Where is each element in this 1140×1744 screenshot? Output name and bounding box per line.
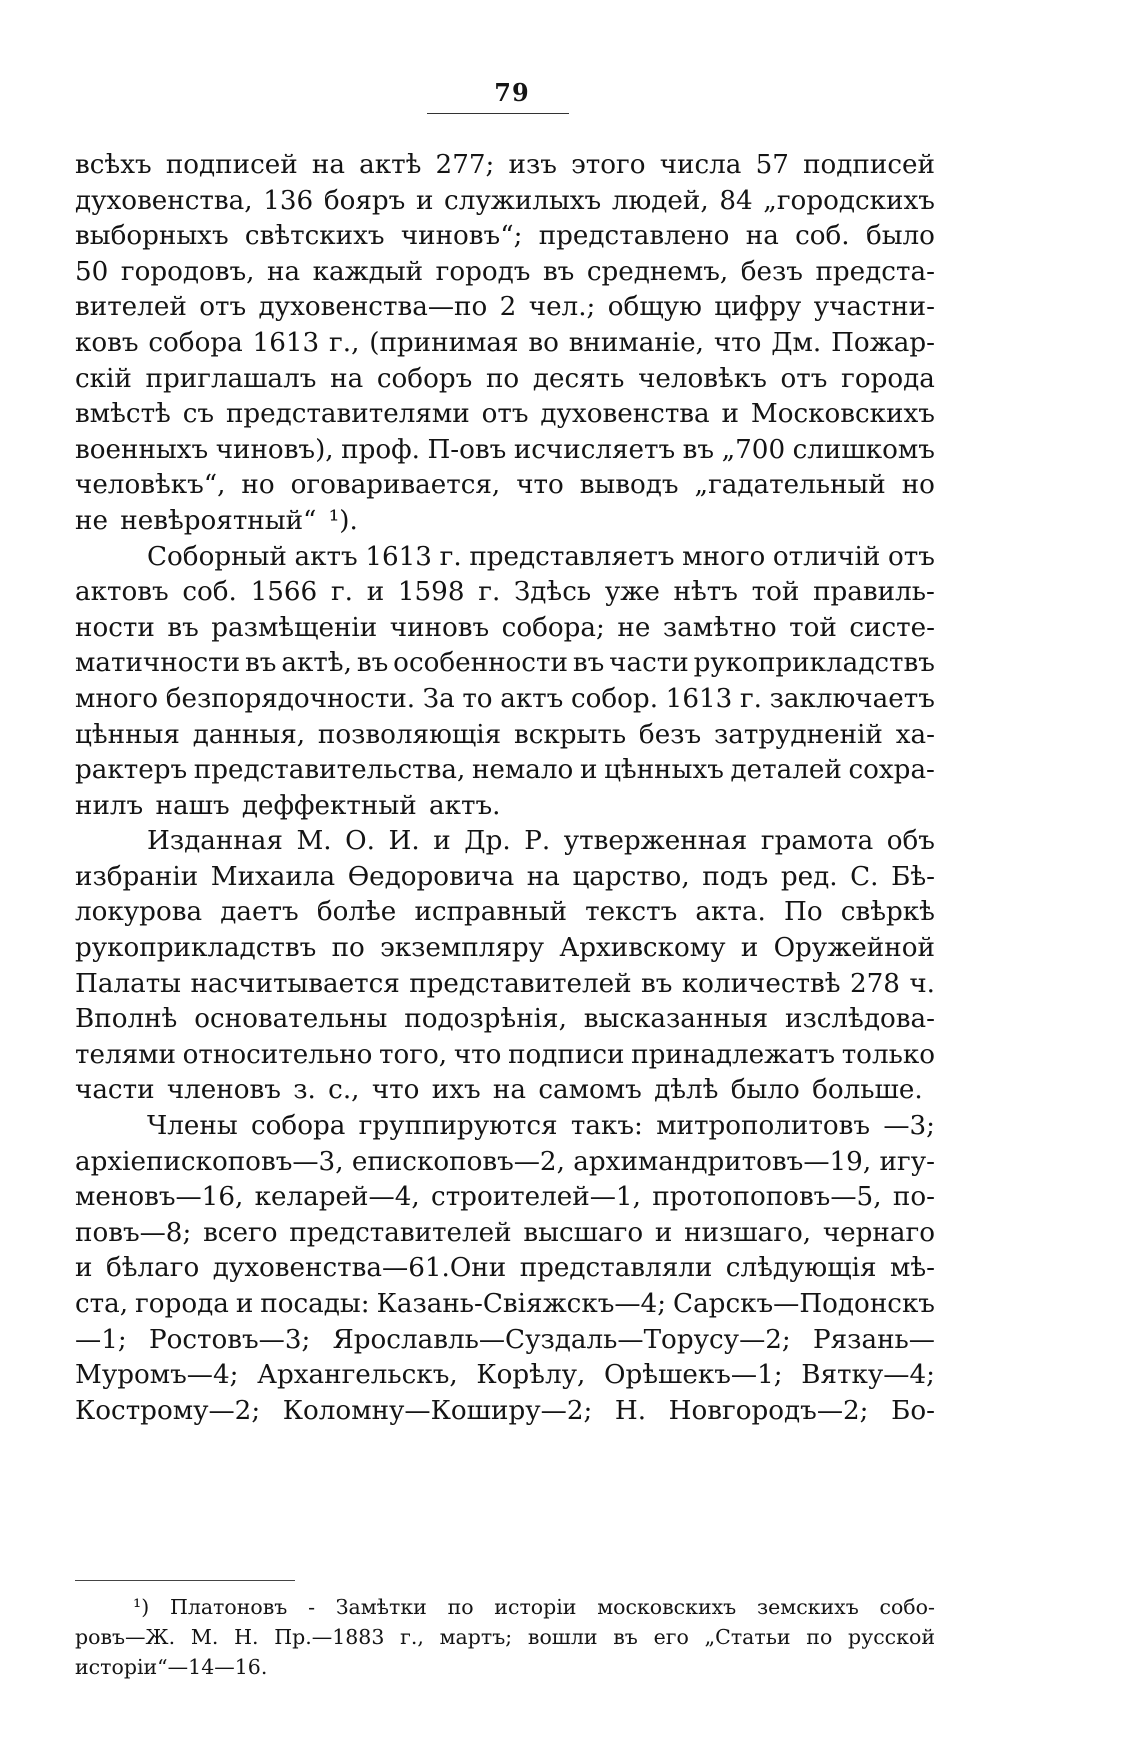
body-line: Вполнѣ основательны подозрѣнія, высказанныя изслѣдова-: [75, 1004, 935, 1035]
body-line: Муромъ—4; Архангельскъ, Корѣлу, Орѣшекъ—1; Вятку—4;: [75, 1360, 935, 1391]
body-line: цѣнныя данныя, позволяющія вскрыть безъ затрудненій ха-: [75, 719, 935, 750]
body-line: вителей отъ духовенства—по 2 чел.; общую цифру участни-: [75, 292, 935, 323]
footnote-line: исторіи“—14—16.: [75, 1655, 268, 1679]
page-number-rule: [427, 113, 569, 114]
body-line: повъ—8; всего представителей высшаго и низшаго, чернаго: [75, 1217, 935, 1248]
body-line: телями относительно того, что подписи принадлежатъ только: [75, 1039, 935, 1070]
body-line: всѣхъ подписей на актѣ 277; изъ этого числа 57 подписей: [75, 150, 935, 180]
body-line: Изданная М. О. И. и Др. Р. утверженная грамота объ: [147, 826, 935, 857]
body-line: Соборный актъ 1613 г. представляетъ много отличій отъ: [147, 541, 935, 572]
body-line: человѣкъ“, но оговаривается, что выводъ „гадательный но: [75, 470, 935, 501]
body-line: вмѣстѣ съ представителями отъ духовенства и Московскихъ: [75, 399, 935, 430]
body-line: ста, города и посады: Казань-Свіяжскъ—4; Сарскъ—Подонскъ: [75, 1289, 935, 1319]
body-line: 50 городовъ, на каждый городъ въ среднемъ, безъ предста-: [75, 256, 935, 287]
body-line: духовенства, 136 бояръ и служилыхъ людей, 84 „городскихъ: [75, 185, 935, 216]
body-line: Члены собора группируются такъ: митрополитовъ —3;: [147, 1111, 935, 1142]
body-line: рактеръ представительства, немало и цѣнныхъ деталей сохра-: [75, 755, 935, 786]
body-line: ности въ размѣщеніи чиновъ собора; не замѣтно той систе-: [75, 612, 935, 643]
body-line: военныхъ чиновъ), проф. П-овъ исчисляетъ въ „700 слишкомъ: [75, 434, 935, 465]
body-line: скій приглашалъ на соборъ по десять человѣкъ отъ города: [75, 363, 935, 394]
body-line: и бѣлаго духовенства—61.Они представляли слѣдующія мѣ-: [75, 1253, 935, 1284]
body-line: не невѣроятный“ ¹).: [75, 505, 358, 536]
body-line: Кострому—2; Коломну—Коширу—2; Н. Новгородъ—2; Бо-: [75, 1395, 935, 1426]
footnotes: [75, 1592, 935, 1682]
body-line: матичности въ актѣ, въ особенности въ части рукоприкладствъ: [75, 648, 935, 679]
footnote-line: ровъ—Ж. М. Н. Пр.—1883 г., мартъ; вошли въ его „Статьи по русской: [75, 1625, 935, 1649]
body-line: ковъ собора 1613 г., (принимая во вниманіе, что Дм. Пожар-: [75, 327, 935, 358]
body-line: локурова даетъ болѣе исправный текстъ акта. По свѣркѣ: [75, 897, 935, 928]
footnote-rule: [75, 1580, 295, 1581]
body-line: нилъ нашъ деффектный актъ.: [75, 790, 501, 821]
body-line: Палаты насчитывается представителей въ количествѣ 278 ч.: [75, 968, 935, 999]
body-line: —1; Ростовъ—3; Ярославль—Суздаль—Торусу—2; Рязань—: [75, 1324, 935, 1355]
body-line: много безпорядочности. За то актъ собор. 1613 г. заключаетъ: [75, 683, 935, 714]
body-line: части членовъ з. с., что ихъ на самомъ дѣлѣ было больше.: [75, 1075, 923, 1106]
page-number: 79: [494, 78, 530, 107]
body-line: меновъ—16, келарей—4, строителей—1, протопоповъ—5, по-: [75, 1182, 935, 1213]
footnote-line: ¹) Платоновъ - Замѣтки по исторіи московскихъ земскихъ собо-: [133, 1595, 935, 1619]
body-line: избраніи Михаила Ѳедоровича на царство, подъ ред. С. Бѣ-: [75, 861, 935, 892]
body-line: рукоприкладствъ по экземпляру Архивскому и Оружейной: [75, 933, 935, 964]
body-line: выборныхъ свѣтскихъ чиновъ“; представлено на соб. было: [75, 221, 935, 252]
body-text: [75, 148, 935, 1429]
body-line: архіепископовъ—3, епископовъ—2, архимандритовъ—19, игу-: [75, 1146, 935, 1177]
body-line: актовъ соб. 1566 г. и 1598 г. Здѣсь уже нѣтъ той правиль-: [75, 577, 935, 608]
